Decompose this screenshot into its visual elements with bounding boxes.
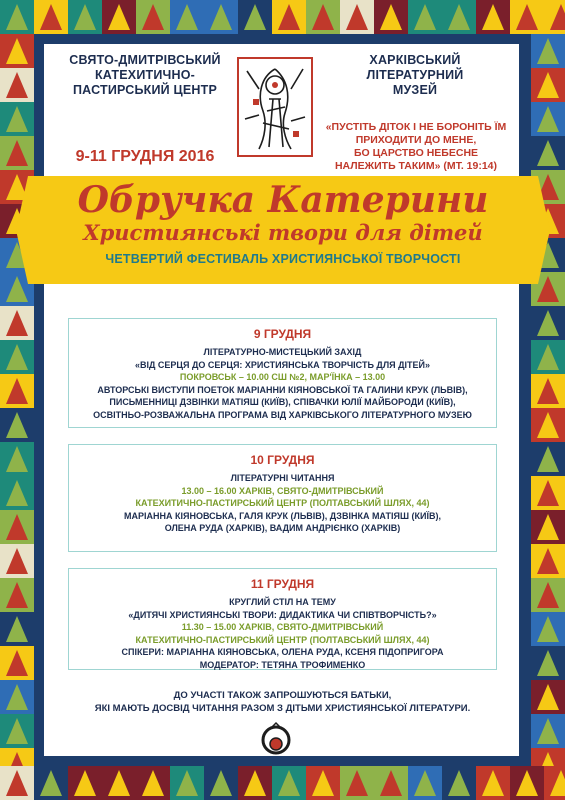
tree-icon bbox=[537, 72, 559, 98]
tree-tile bbox=[170, 0, 204, 34]
footnote bbox=[60, 689, 505, 715]
tree-tile bbox=[510, 766, 544, 800]
tree-icon bbox=[414, 770, 436, 796]
tree-tile bbox=[531, 544, 565, 578]
tree-tile bbox=[0, 476, 34, 510]
tree-icon bbox=[312, 4, 334, 30]
tree-icon bbox=[6, 514, 28, 540]
tree-tile bbox=[442, 766, 476, 800]
tree-tile bbox=[34, 766, 68, 800]
tree-icon bbox=[278, 770, 300, 796]
festival-title: Обручка Катерини bbox=[77, 179, 489, 221]
organizer-right-line: МУЗЕЙ bbox=[392, 83, 438, 97]
tree-icon bbox=[6, 480, 28, 506]
tree-tile bbox=[238, 766, 272, 800]
tree-icon bbox=[448, 4, 470, 30]
tree-icon bbox=[108, 770, 130, 796]
tree-tile bbox=[0, 714, 34, 748]
tree-icon bbox=[537, 412, 559, 438]
tree-tile bbox=[476, 766, 510, 800]
tree-tile bbox=[0, 766, 34, 800]
tree-icon bbox=[482, 4, 504, 30]
tree-tile bbox=[0, 510, 34, 544]
tree-tile bbox=[531, 34, 565, 68]
tree-icon bbox=[6, 718, 28, 744]
tree-tile bbox=[0, 408, 34, 442]
tree-tile bbox=[68, 766, 102, 800]
tree-tile bbox=[0, 68, 34, 102]
day-line: ПИСЬМЕННИЦІ ДЗВІНКИ МАТІЯШ (КИЇВ), СПІВАЧКИ ЮЛІЇ МАЙБОРОДИ (КИЇВ), bbox=[109, 397, 456, 407]
tree-tile bbox=[0, 442, 34, 476]
organizer-left-line: ПАСТИРСЬКИЙ ЦЕНТР bbox=[72, 83, 217, 97]
day-line: СПІКЕРИ: МАРІАННА КІЯНОВСЬКА, ОЛЕНА РУДА, КСЕНЯ ПІДОПРИГОРА bbox=[121, 647, 444, 657]
tree-icon bbox=[414, 4, 436, 30]
tree-tile bbox=[0, 578, 34, 612]
tree-tile bbox=[531, 612, 565, 646]
tree-tile bbox=[531, 714, 565, 748]
organizer-right-line: ЛІТЕРАТУРНИЙ bbox=[366, 68, 464, 82]
tree-tile bbox=[238, 0, 272, 34]
tree-icon bbox=[6, 38, 28, 64]
tree-tile bbox=[0, 544, 34, 578]
tree-tile bbox=[68, 0, 102, 34]
tree-tile bbox=[272, 0, 306, 34]
organizer-left-line: СВЯТО-ДМИТРІВСЬКИЙ bbox=[69, 53, 221, 67]
organizer-left-line: КАТЕХИТИЧНО- bbox=[94, 68, 196, 82]
day-line: ПОКРОВСЬК – 10.00 СШ №2, МАР'ЇНКА – 13.00 bbox=[179, 372, 386, 382]
festival-dates: 9-11 ГРУДНЯ 2016 bbox=[75, 148, 215, 165]
tree-icon bbox=[537, 514, 559, 540]
tree-icon bbox=[142, 770, 164, 796]
tree-tile bbox=[340, 0, 374, 34]
tree-icon bbox=[108, 4, 130, 30]
tree-tile bbox=[531, 136, 565, 170]
tree-icon bbox=[6, 548, 28, 574]
organizer-left bbox=[60, 53, 230, 98]
day-line: МОДЕРАТОР: ТЕТЯНА ТРОФИМЕНКО bbox=[199, 659, 366, 670]
tree-icon bbox=[516, 4, 538, 30]
tree-icon bbox=[74, 4, 96, 30]
day-line: КАТЕХИТИЧНО-ПАСТИРСЬКИЙ ЦЕНТР (ПОЛТАВСЬКИЙ ШЛЯХ, 44) bbox=[135, 498, 430, 508]
tree-icon bbox=[210, 4, 232, 30]
tree-tile bbox=[136, 0, 170, 34]
tree-tile bbox=[510, 0, 544, 34]
tree-tile bbox=[408, 0, 442, 34]
tree-tile bbox=[531, 578, 565, 612]
quote-line: БО ЦАРСТВО НЕБЕСНЕ bbox=[353, 147, 479, 159]
schedule-day bbox=[68, 568, 497, 670]
tree-icon bbox=[176, 770, 198, 796]
tree-icon bbox=[550, 770, 565, 796]
tree-icon bbox=[537, 310, 559, 336]
day-line: «ДИТЯЧІ ХРИСТИЯНСЬКІ ТВОРИ: ДИДАКТИКА ЧИ СПІВТВОРЧІСТЬ?» bbox=[128, 609, 437, 620]
festival-logo-icon bbox=[237, 57, 313, 157]
tree-icon bbox=[516, 770, 538, 796]
tree-tile bbox=[531, 340, 565, 374]
tree-icon bbox=[312, 770, 334, 796]
tree-tile bbox=[272, 766, 306, 800]
tree-icon bbox=[244, 770, 266, 796]
tree-tile bbox=[476, 0, 510, 34]
tree-icon bbox=[537, 684, 559, 710]
tree-icon bbox=[6, 378, 28, 404]
day-line: АВТОРСЬКІ ВИСТУПИ ПОЕТОК МАРІАННИ КІЯНОВСЬКОЇ ТА ГАЛИНИ КРУК (ЛЬВІВ), bbox=[97, 384, 468, 395]
ring-logo-icon bbox=[257, 720, 295, 758]
day-line: ОСВІТНЬО-РОЗВАЖАЛЬНА ПРОГРАМА ВІД ХАРКІВСЬКОГО ЛІТЕРАТУРНОГО МУЗЕЮ bbox=[93, 409, 472, 420]
tree-icon bbox=[278, 4, 300, 30]
tree-tile bbox=[204, 766, 238, 800]
tree-icon bbox=[482, 770, 504, 796]
tree-tile bbox=[0, 0, 34, 34]
tree-icon bbox=[6, 616, 28, 642]
tree-tile bbox=[531, 102, 565, 136]
quote-line: ПРИХОДИТИ ДО МЕНЕ, bbox=[355, 134, 477, 146]
organizer-right bbox=[350, 53, 480, 98]
tree-tile bbox=[531, 442, 565, 476]
tree-icon bbox=[537, 344, 559, 370]
quote-line: НАЛЕЖИТЬ ТАКИМ» (МТ. 19:14) bbox=[334, 160, 498, 172]
tree-tile bbox=[340, 766, 374, 800]
tree-tile bbox=[136, 766, 170, 800]
tree-tile bbox=[0, 646, 34, 680]
tree-tile bbox=[34, 0, 68, 34]
tree-icon bbox=[6, 344, 28, 370]
day-date: 9 ГРУДНЯ bbox=[253, 327, 312, 341]
day-date: 10 ГРУДНЯ bbox=[250, 453, 315, 467]
day-line: МАРІАННА КІЯНОВСЬКА, ГАЛЯ КРУК (ЛЬВІВ), ДЗВІНКА МАТІЯШ (КИЇВ), bbox=[124, 510, 441, 521]
day-date: 11 ГРУДНЯ bbox=[250, 577, 315, 591]
tree-tile bbox=[531, 680, 565, 714]
tree-tile bbox=[0, 340, 34, 374]
organizer-right-line: ХАРКІВСЬКИЙ bbox=[369, 53, 461, 67]
festival-subtitle: Християнські твори для дітей bbox=[83, 220, 483, 245]
tree-icon bbox=[537, 616, 559, 642]
tree-icon bbox=[346, 4, 368, 30]
tree-icon bbox=[537, 446, 559, 472]
tree-icon bbox=[380, 4, 402, 30]
tree-icon bbox=[6, 412, 28, 438]
day-line: ЛІТЕРАТУРНІ ЧИТАННЯ bbox=[230, 473, 335, 483]
tree-tile bbox=[442, 0, 476, 34]
tree-icon bbox=[176, 4, 198, 30]
tree-tile bbox=[531, 510, 565, 544]
day-line: ОЛЕНА РУДА (ХАРКІВ), ВАДИМ АНДРІЄНКО (ХАРКІВ) bbox=[164, 523, 401, 533]
tree-tile bbox=[102, 0, 136, 34]
tree-icon bbox=[537, 548, 559, 574]
day-line: КРУГЛИЙ СТІЛ НА ТЕМУ bbox=[229, 597, 336, 607]
footnote-line: ЯКІ МАЮТЬ ДОСВІД ЧИТАННЯ РАЗОМ З ДІТЬМИ ХРИСТИЯНСЬКОЇ ЛІТЕРАТУРИ. bbox=[94, 703, 471, 714]
title-banner bbox=[28, 176, 538, 284]
tree-tile bbox=[204, 0, 238, 34]
tree-icon bbox=[6, 310, 28, 336]
tree-tile bbox=[374, 766, 408, 800]
tree-icon bbox=[537, 582, 559, 608]
festival-edition: ЧЕТВЕРТИЙ ФЕСТИВАЛЬ ХРИСТИЯНСЬКОЇ ТВОРЧОСТІ bbox=[105, 252, 461, 266]
tree-tile bbox=[0, 136, 34, 170]
tree-icon bbox=[6, 4, 28, 30]
tree-tile bbox=[0, 680, 34, 714]
tree-tile bbox=[306, 0, 340, 34]
day-line: 13.00 – 16.00 ХАРКІВ, СВЯТО-ДМИТРІВСЬКИЙ bbox=[181, 485, 384, 496]
tree-icon bbox=[6, 140, 28, 166]
tree-tile bbox=[531, 374, 565, 408]
tree-tile bbox=[306, 766, 340, 800]
tree-icon bbox=[537, 650, 559, 676]
tree-tile bbox=[544, 766, 565, 800]
tree-icon bbox=[6, 684, 28, 710]
footnote-line: ДО УЧАСТІ ТАКОЖ ЗАПРОШУЮТЬСЯ БАТЬКИ, bbox=[173, 690, 392, 701]
tree-icon bbox=[74, 770, 96, 796]
tree-icon bbox=[537, 106, 559, 132]
tree-tile bbox=[0, 306, 34, 340]
tree-icon bbox=[142, 4, 164, 30]
tree-tile bbox=[0, 34, 34, 68]
tree-tile bbox=[531, 68, 565, 102]
quote-line: «ПУСТІТЬ ДІТОК І НЕ БОРОНІТЬ ЇМ bbox=[325, 121, 507, 133]
tree-tile bbox=[531, 646, 565, 680]
tree-icon bbox=[537, 38, 559, 64]
tree-tile bbox=[0, 102, 34, 136]
tree-icon bbox=[6, 446, 28, 472]
tree-icon bbox=[244, 4, 266, 30]
tree-tile bbox=[531, 306, 565, 340]
bible-quote bbox=[325, 121, 507, 173]
tree-icon bbox=[380, 770, 402, 796]
tree-tile bbox=[0, 612, 34, 646]
tree-icon bbox=[6, 72, 28, 98]
tree-tile bbox=[0, 374, 34, 408]
tree-tile bbox=[531, 476, 565, 510]
day-line: КАТЕХИТИЧНО-ПАСТИРСЬКИЙ ЦЕНТР (ПОЛТАВСЬКИЙ ШЛЯХ, 44) bbox=[135, 634, 430, 645]
schedule-day bbox=[68, 444, 497, 552]
tree-icon bbox=[6, 650, 28, 676]
tree-icon bbox=[550, 4, 565, 30]
tree-icon bbox=[537, 378, 559, 404]
day-line: «ВІД СЕРЦЯ ДО СЕРЦЯ: ХРИСТИЯНСЬКА ТВОРЧІСТЬ ДЛЯ ДІТЕЙ» bbox=[135, 359, 430, 370]
tree-tile bbox=[408, 766, 442, 800]
day-line: ЛІТЕРАТУРНО-МИСТЕЦЬКИЙ ЗАХІД bbox=[203, 347, 362, 357]
tree-icon bbox=[6, 106, 28, 132]
tree-icon bbox=[448, 770, 470, 796]
tree-icon bbox=[346, 770, 368, 796]
day-line: 11.30 – 15.00 ХАРКІВ, СВЯТО-ДМИТРІВСЬКИЙ bbox=[181, 622, 384, 632]
tree-icon bbox=[537, 480, 559, 506]
tree-tile bbox=[374, 0, 408, 34]
tree-icon bbox=[40, 770, 62, 796]
tree-icon bbox=[537, 718, 559, 744]
tree-icon bbox=[6, 582, 28, 608]
tree-icon bbox=[6, 770, 28, 796]
tree-tile bbox=[102, 766, 136, 800]
tree-tile bbox=[531, 408, 565, 442]
tree-icon bbox=[40, 4, 62, 30]
tree-tile bbox=[170, 766, 204, 800]
tree-tile bbox=[544, 0, 565, 34]
tree-icon bbox=[210, 770, 232, 796]
schedule-day bbox=[68, 318, 497, 428]
tree-icon bbox=[537, 140, 559, 166]
